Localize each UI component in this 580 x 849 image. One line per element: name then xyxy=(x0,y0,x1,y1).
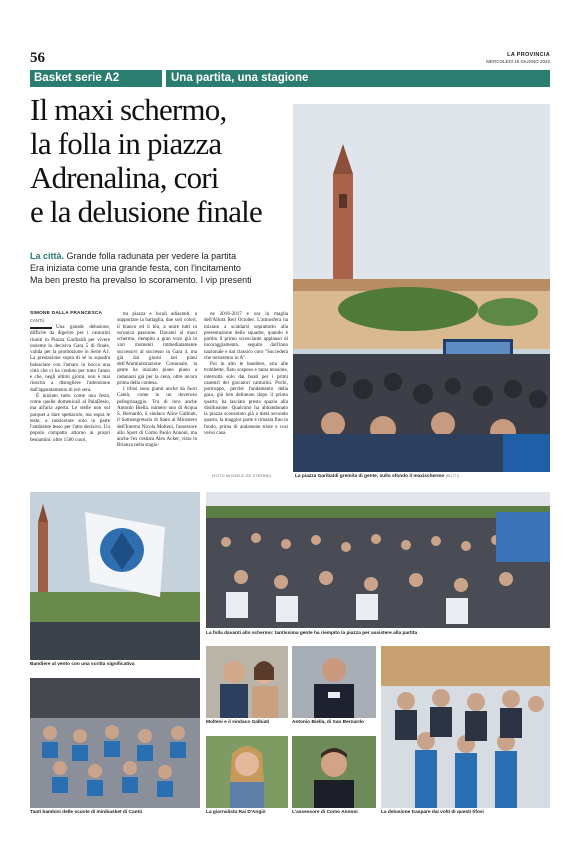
section-category: Basket serie A2 xyxy=(30,70,162,87)
main-photo-caption: La piazza Garibaldi gremita di gente, sullo sfondo il maxischermo (BUTTI) xyxy=(295,474,460,479)
subhead-line: Grande folla radunata per vedere la partita xyxy=(66,251,237,261)
disappointment-photo xyxy=(381,646,550,808)
molteni-photo xyxy=(206,646,288,718)
section-bar xyxy=(30,70,550,87)
flags-photo xyxy=(30,492,200,660)
journalist-photo-caption: La giornalista Rai D'Angiò xyxy=(206,810,266,815)
annoni-photo-caption: L'assessore di Como Annoni xyxy=(292,810,358,815)
lead-label: La città. xyxy=(30,251,65,261)
article-column-2 xyxy=(117,311,197,449)
section-title: Una partita, una stagione xyxy=(166,70,550,87)
flags-photo-caption: Bandiere al vento con una scritta significativa xyxy=(30,662,135,667)
main-photo xyxy=(293,104,550,472)
subheadline xyxy=(30,250,292,286)
dateline: CANTÙ xyxy=(30,318,45,323)
paragraph: È iniziato tutto come una festa, come quelle domenicali al PalaDesio, ma all'aria aperta. Le stelle non sul parquet a dare spettacolo, ma sopra le teste, a rassicerare solo in parte l'ambiente tesso per l'atto decisivo. Un popolo compatto attorno ai propri beniamini: oltre 1500 cuori, xyxy=(30,392,110,443)
main-photo-credit: (FOTO MICHELE DE STEFANI) xyxy=(212,474,272,478)
biella-photo-caption: Antonio Biella, di San Bernardo xyxy=(292,720,364,725)
page-number: 56 xyxy=(30,50,45,66)
molteni-photo-caption: Molteni e il sindaco Galbiati xyxy=(206,720,270,725)
headline-line: Adrenalina, cori xyxy=(30,160,219,195)
subhead-line: Era iniziata come una grande festa, con l'incitamento xyxy=(30,263,241,273)
article-column-3 xyxy=(204,311,288,436)
issue-date: MERCOLEDÌ 15 GIUGNO 2022 xyxy=(486,59,550,64)
article-column-1 xyxy=(30,324,110,443)
annoni-photo xyxy=(292,736,376,808)
paragraph: I tifosi sono giunti anche da fuori Cantù, come in un doveroso pellegrinaggio. Tra di loro anche Antonio Biella, numero uno di Acqua S. Bernardo, il sindaco Alice Galbiati, il Sottosegretario di Stato al Ministero dell'Interno Nicola Molteni, l'assessore allo Sport di Como Paolo Annoni, ma anche l'ex cestista Alex Acker, visto in Brianza nella stagio- xyxy=(117,386,197,449)
headline-line: e la delusione finale xyxy=(30,194,262,229)
paragraph: ne 2016-2017 e ora in maglia dell'Allora Red October. L'atmosfera ha iniziato a scaldarsi soprattutto alla presentazione delle squadre, quando è partito il primo scrosciante applauso di incoraggiamento, seguito dall'inno nazionale e dal classico coro "Succederà che torneremo in A". xyxy=(204,311,288,361)
paragraph: tra piazza e locali adiacenti, a supportare la battaglia, due soli colori, il bianco ed il blu, a unire tutti in un'unica passione. Davanti al maxi schermo, riempito a gran voce già in vari momenti immediatamente successivi al successo in Gara 4, ma già dai giorni nei piani dell'Amministrazione Comunale, la gente ha iniziato piano piano a radunarsi già per la cena, oltre un'ora prima della contesa. xyxy=(117,311,197,386)
kids-photo xyxy=(30,678,200,808)
crowd-wide-photo-caption: La folla davanti allo schermo: tantissima gente ha riempito la piazza per assistere alla partita xyxy=(206,631,418,636)
paragraph: Una grande delusione, difficile da digerire per i canturini riuniti in Piazza Garibaldi per vivere insieme la decisiva Gara 5 di finale, valida per la promozione in Serie A1. La prestazione sopra di sé la squadra balsaciato con l'amaro in bocca una città che ci ha creduto per tutto l'anno e che, negli ultimi giorni, non è mai riuscita a distogliere l'attenzione dall'appuntamento di ieri sera. xyxy=(30,324,110,393)
paragraph: Poi in alto le bandiere, aria alle trombette, fiato sospeso e tanta tensione, interrotta solo dai boati per i primi canestri dei giocatori canturini. Pochi, purtroppo, perché l'andamento della gara, già ben delineato dopo il primo quarto, ha lasciato presto spazio alla disillusione. Qualcuno ha abbandonato la piazza sconsolato già a metà secondo quarto, la maggior parte è rimasta fino in fondo, prima di andarsene triste e così verso casa. xyxy=(204,361,288,436)
newspaper-name: LA PROVINCIA xyxy=(507,52,550,58)
journalist-photo xyxy=(206,736,288,808)
headline-line: Il maxi schermo, xyxy=(30,92,227,127)
subhead-line: Ma ben presto ha prevalso lo scoramento. I vip presenti xyxy=(30,275,252,285)
byline: SIMONE DALLA FRANCESCA xyxy=(30,311,103,316)
kids-photo-caption: Tanti bambini delle scuole di minibasket di Cantù xyxy=(30,810,143,815)
biella-photo xyxy=(292,646,376,718)
headline xyxy=(30,93,292,229)
crowd-wide-photo xyxy=(206,492,550,628)
disappointment-photo-caption: La delusione traspare dai volti di questi tifosi xyxy=(381,810,484,815)
headline-line: la folla in piazza xyxy=(30,126,222,161)
